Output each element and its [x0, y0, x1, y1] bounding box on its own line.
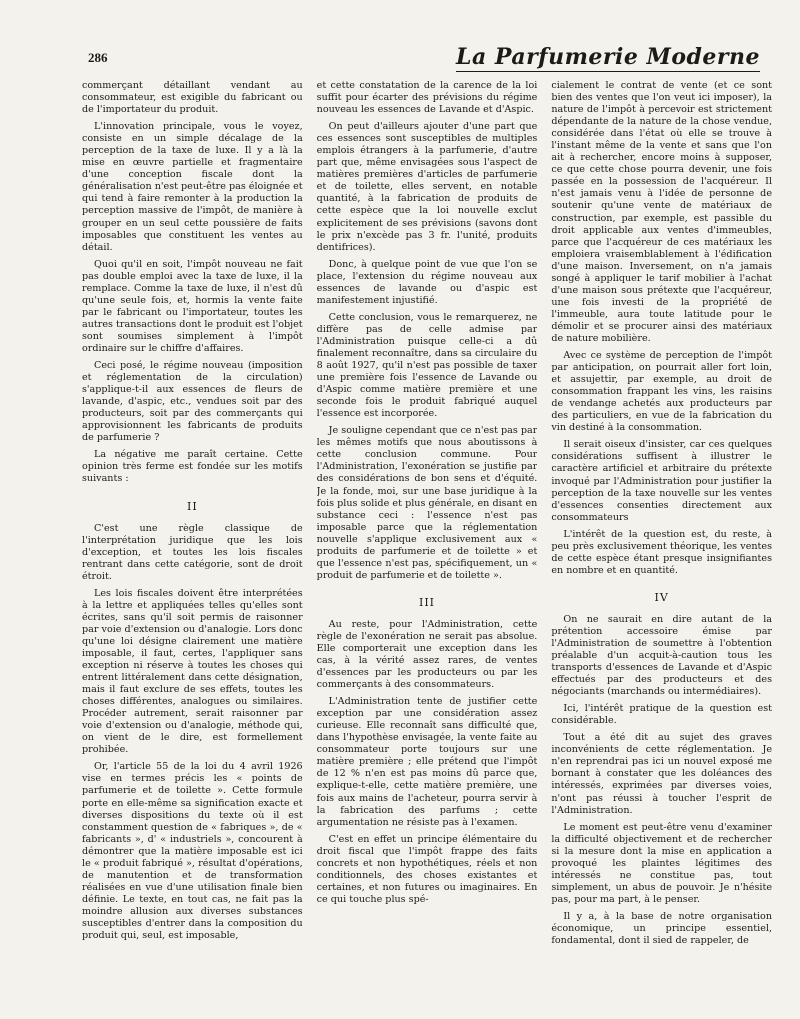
paragraph: Cette conclusion, vous le remarquerez, ne diffère pas de celle admise par l'Administration puisque celle-ci a dû finalement reconnaître, dans sa circulaire du 8 août 1927, qu'il n'est pas possible de taxer une première fois l'essence de Lavande ou d'Aspic comme matière première et une seconde fois le produit fabriqué auquel l'essence est incorporée. [316, 311, 538, 420]
column-3 [551, 80, 772, 1005]
paragraph: cialement le contrat de vente (et ce sont bien des ventes que l'on veut ici imposer), la nature de l'impôt à percevoir est strictement dépendante de la nature de la chose vendue, considérée dans l'état où elle se trouve à l'instant même de la vente et sans que l'on ait à rechercher, encore moins à supposer, ce que cette chose pourra devenir, une fois passée en la possession de l'acquéreur. Il n'est jamais venu à l'idée de personne de soutenir qu'une vente de matériaux de construction, par exemple, est passible du droit applicable aux ventes d'immeubles, parce que l'acquéreur de ces matériaux les emploiera vraisemblablement à l'édification d'une maison. Inversement, on n'a jamais songé à appliquer le tarif mobilier à l'achat d'une maison sous prétexte que l'acquéreur, une fois investi de la propriété de l'immeuble, aura toute latitude pour le démolir et se procurer ainsi des matériaux de nature mobilière. [551, 80, 773, 344]
paragraph: Tout a été dit au sujet des graves inconvénients de cette réglementation. Je n'en reprendrai pas ici un nouvel exposé me bornant à constater que les doléances des intéressés, exprimées par diverses voies, n'ont pas réussi à toucher l'esprit de l'Administration. [551, 732, 773, 816]
paragraph: commerçant détaillant vendant au consommateur, est exigible du fabricant ou de l'importateur du produit. [82, 80, 303, 116]
section-heading: IV [654, 590, 669, 604]
paragraph: Donc, à quelque point de vue que l'on se place, l'extension du régime nouveau aux essences de lavande ou d'aspic est manifestement injustifié. [316, 258, 538, 306]
paragraph: Ici, l'intérêt pratique de la question est considérable. [551, 703, 773, 727]
paragraph: La négative me paraît certaine. Cette opinion très ferme est fondée sur les motifs suivants : [82, 449, 303, 485]
paragraph: Ceci posé, le régime nouveau (imposition et réglementation de la circulation) s'applique-t-il aux essences de fleurs de lavande, d'aspic, etc., vendues soit par des producteurs, soit par des commerçants qui approvisionnent les fabricants de produits de parfumerie ? [82, 360, 303, 444]
paragraph: Quoi qu'il en soit, l'impôt nouveau ne fait pas double emploi avec la taxe de luxe, il la remplace. Comme la taxe de luxe, il n'est dû qu'une seule fois, et, hormis la vente faite par le fabricant ou l'importateur, toutes les autres transactions dont le produit est l'objet sont soumises simplement à l'impôt ordinaire sur le chiffre d'affaires. [82, 258, 303, 354]
paragraph: L'Administration tente de justifier cette exception par une considération assez curieuse. Elle reconnaît sans difficulté que, dans l'hypothèse envisagée, la vente faite au consommateur porte toujours sur une matière première ; elle prétend que l'impôt de 12 % n'en est pas moins dû parce que, explique-t-elle, cette matière première, une fois aux mains de l'acheteur, pourra servir à la fabrication des parfums ; cette argumentation ne résiste pas à l'examen. [316, 696, 538, 828]
paragraph: On peut d'ailleurs ajouter d'une part que ces essences sont susceptibles de multiples emplois étrangers à la parfumerie, d'autre part que, même envisagées sous l'aspect de matières premières d'articles de parfumerie et de toilette, elles servent, en notable quantité, à la fabrication de produits de cette espèce que la loi nouvelle exclut explicitement de ses prévisions (savons dont le prix n'excède pas 3 fr. l'unité, produits dentifrices). [316, 121, 538, 253]
paragraph: et cette constatation de la carence de la loi suffit pour écarter des prévisions du régime nouveau les essences de Lavande et d'Aspic. [316, 80, 538, 116]
section-heading: III [418, 595, 436, 609]
page-number: 286 [88, 50, 108, 65]
paragraph: L'innovation principale, vous le voyez, consiste en un simple décalage de la perception de la taxe de luxe. Il y a là la mise en œuvre partielle et fragmentaire d'une conception fiscale dont la généralisation n'est peut-être pas éloignée et qui tend à faire remonter à la production la perception massive de l'impôt, de manière à grouper en un seul cette poussière de faits imposables que constituent les ventes au détail. [82, 121, 303, 253]
paragraph: Je souligne cependant que ce n'est pas par les mêmes motifs que nous aboutissons à cette conclusion commune. Pour l'Administration, l'exonération se justifie par des considérations de bon sens et d'équité. Je la fonde, moi, sur une base juridique à la fois plus solide et plus générale, en disant en substance ceci : l'essence n'est pas imposable parce que la réglementation nouvelle s'applique exclusivement aux « produits de parfumerie et de toilette » et que l'essence n'est pas, spécifiquement, un « produit de parfumerie et de toilette ». [316, 425, 538, 581]
paragraph: Or, l'article 55 de la loi du 4 avril 1926 vise en termes précis les « points de parfumerie et de toilette ». Cette formule porte en elle-même sa signification exacte et diverses dispositions du texte où il est constamment question de « fabriques », de « fabricants », d' « industriels », concourent à démontrer que la matière imposable est ici le « produit fabriqué », résultat d'opérations, de manutention et de transformation réalisées en vue d'une utilisation finale bien définie. Le texte, en tout cas, ne fait pas la moindre allusion aux diverses substances susceptibles d'entrer dans la composition du produit qui, seul, est imposable, [82, 761, 303, 942]
paragraph: C'est en effet un principe élémentaire du droit fiscal que l'impôt frappe des faits concrets et non hypothétiques, réels et non conditionnels, des choses existantes et certaines, et non futures ou imaginaires. En ce qui touche plus spé- [316, 833, 538, 905]
paragraph: Avec ce système de perception de l'impôt par anticipation, on pourrait aller fort loin, et assujettir, par exemple, au droit de consommation frappant les vins, les raisins de vendange achetés aux producteurs par des particuliers, en vue de la fabrication du vin destiné à la consommation. [551, 350, 773, 434]
journal-title: La Parfumerie Moderne [455, 44, 760, 70]
paragraph: Au reste, pour l'Administration, cette règle de l'exonération ne serait pas absolue. Elle comporterait une exception dans les cas, à la vérité assez rares, de ventes d'essences par les producteurs ou par les commerçants à des consommateurs. [316, 618, 538, 691]
paragraph: On ne saurait en dire autant de la prétention accessoire émise par l'Administration de soumettre à l'obtention préalable d'un acquit-à-caution tous les transports d'essences de Lavande et d'Aspic effectués par des producteurs et des négociants (marchands ou intermédiaires). [551, 613, 773, 698]
section-heading: II [186, 499, 198, 513]
paragraph: L'intérêt de la question est, du reste, à peu près exclusivement théorique, les ventes de cette espèce étant presque insignifiantes en nombre et en quantité. [551, 528, 773, 576]
paragraph: C'est une règle classique de l'interprétation juridique que les lois d'exception, et toutes les lois fiscales rentrant dans cette catégorie, sont de droit étroit. [82, 522, 303, 582]
column-2 [317, 80, 538, 1005]
paragraph: Les lois fiscales doivent être interprétées à la lettre et appliquées telles qu'elles sont écrites, sans qu'il soit permis de raisonner par voie d'extension ou d'analogie. Lors donc qu'une loi désigne clairement une matière imposable, il faut, certes, l'appliquer sans exception ni réserve à toutes les choses qui entrent littéralement dans cette désignation, mais il faut exclure de ses effets, toutes les choses différentes, analogues ou similaires. Procéder autrement, serait raisonner par voie d'extension ou d'analogie, méthode qui, on vient de le dire, est formellement prohibée. [82, 587, 303, 756]
paragraph: Il serait oiseux d'insister, car ces quelques considérations suffisent à illustrer le caractère artificiel et arbitraire du prétexte invoqué par l'Administration pour justifier la perception de la taxe nouvelle sur les ventes d'essences consenties directement aux consommateurs [551, 439, 773, 523]
column-1 [82, 80, 303, 1005]
text-columns [82, 80, 772, 1005]
paragraph: Le moment est peut-être venu d'examiner la difficulté objectivement et de rechercher si la mesure dont la mise en application a provoqué les plaintes légitimes des intéressés ne constitue pas, tout simplement, un abus de pouvoir. Je n'hésite pas, pour ma part, à le penser. [551, 821, 773, 905]
paragraph: Il y a, à la base de notre organisation économique, un principe essentiel, fondamental, dont il sied de rappeler, de [551, 910, 773, 947]
